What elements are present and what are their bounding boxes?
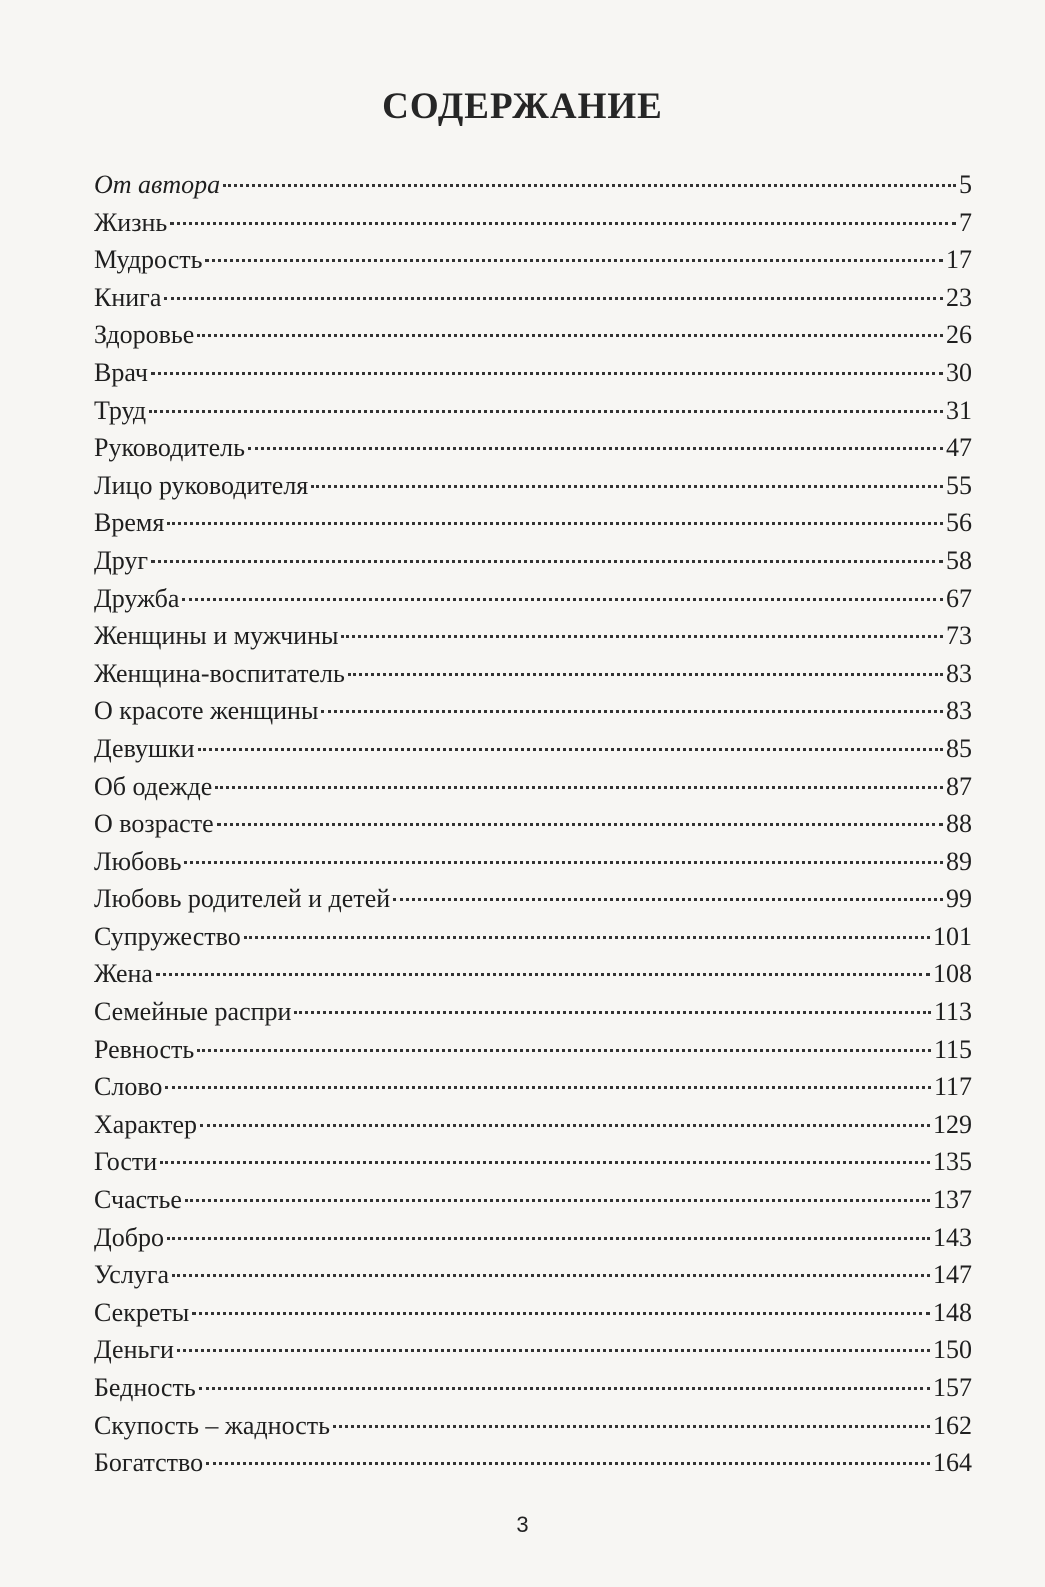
toc-entry	[94, 316, 972, 354]
toc-entry-title: Друг	[94, 545, 149, 575]
toc-entry-title: Деньги	[94, 1335, 174, 1365]
dot-leader	[223, 184, 956, 187]
dot-leader	[167, 1237, 930, 1240]
toc-entry-title: Женщина-воспитатель	[94, 658, 345, 688]
toc-entry	[94, 730, 972, 768]
dot-leader	[182, 598, 943, 601]
dot-leader	[393, 898, 943, 901]
toc-entry-title: Добро	[94, 1222, 164, 1252]
toc-entry-page: 129	[933, 1109, 972, 1139]
dot-leader	[151, 560, 943, 563]
toc-entry	[94, 354, 972, 392]
toc-entry-title: Счастье	[94, 1185, 182, 1215]
toc-entry-page: 26	[946, 320, 972, 350]
toc-entry-page: 85	[946, 733, 972, 763]
toc-entry	[94, 1181, 972, 1219]
toc-entry	[94, 1068, 972, 1106]
dot-leader	[156, 973, 930, 976]
toc-entry-page: 115	[933, 1034, 972, 1064]
toc-entry-title: Труд	[94, 395, 147, 425]
dot-leader	[198, 748, 943, 751]
table-of-contents	[94, 166, 972, 1482]
toc-entry	[94, 805, 972, 843]
dot-leader	[185, 1199, 930, 1202]
toc-entry-page: 47	[946, 433, 972, 463]
toc-entry	[94, 843, 972, 881]
dot-leader	[184, 861, 943, 864]
toc-entry	[94, 241, 972, 279]
toc-entry-title: Характер	[94, 1109, 198, 1139]
toc-entry	[94, 279, 972, 317]
toc-entry-page: 73	[946, 621, 972, 651]
dot-leader	[167, 522, 943, 525]
toc-entry-title: Бедность	[94, 1373, 196, 1402]
dot-leader	[199, 1387, 930, 1390]
toc-entry	[94, 166, 972, 204]
toc-entry-page: 148	[933, 1297, 972, 1327]
toc-entry-page: 113	[933, 997, 972, 1027]
toc-entry-title: Услуга	[94, 1260, 170, 1290]
toc-entry	[94, 504, 972, 542]
toc-entry-title: Богатство	[94, 1448, 204, 1478]
toc-entry-page: 137	[933, 1185, 972, 1215]
toc-entry	[94, 1256, 972, 1294]
dot-leader	[244, 936, 930, 939]
toc-entry	[94, 955, 972, 993]
toc-entry	[94, 1031, 972, 1069]
toc-entry-title: Дружба	[94, 583, 180, 613]
toc-entry	[94, 1369, 972, 1407]
dot-leader	[165, 1086, 931, 1089]
toc-entry	[94, 1143, 972, 1181]
toc-entry-page: 117	[933, 1072, 972, 1102]
toc-entry	[94, 993, 972, 1031]
toc-entry-title: Скупость – жадность	[94, 1410, 330, 1440]
toc-entry-page: 87	[946, 771, 972, 801]
toc-entry-title: Время	[94, 508, 165, 538]
page-title: СОДЕРЖАНИЕ	[382, 86, 663, 127]
toc-entry-page: 56	[946, 508, 972, 538]
toc-entry-page: 67	[946, 583, 972, 613]
toc-entry	[94, 1294, 972, 1332]
dot-leader	[248, 447, 943, 450]
toc-entry	[94, 692, 972, 730]
toc-entry-page: 164	[933, 1448, 972, 1478]
dot-leader	[170, 222, 956, 225]
toc-entry-page: 83	[946, 696, 972, 726]
toc-entry-page: 17	[946, 245, 972, 275]
toc-entry-page: 83	[946, 658, 972, 688]
toc-entry-title: О возрасте	[94, 809, 214, 839]
toc-entry-page: 30	[946, 357, 972, 387]
toc-entry-page: 5	[959, 170, 972, 199]
toc-entry-page: 7	[959, 207, 972, 237]
toc-entry	[94, 467, 972, 505]
toc-entry-page: 147	[933, 1260, 972, 1290]
toc-entry-page: 58	[946, 545, 972, 575]
dot-leader	[333, 1425, 930, 1428]
toc-entry-title: Семейные распри	[94, 997, 292, 1027]
toc-entry-page: 23	[946, 282, 972, 312]
toc-entry-page: 143	[933, 1222, 972, 1252]
toc-entry	[94, 655, 972, 693]
toc-entry	[94, 880, 972, 918]
toc-entry-title: Руководитель	[94, 433, 245, 463]
toc-entry	[94, 617, 972, 655]
toc-entry-title: Об одежде	[94, 771, 213, 801]
toc-entry-title: Супружество	[94, 921, 241, 951]
dot-leader	[149, 410, 943, 413]
toc-entry-title: Девушки	[94, 733, 195, 763]
toc-entry-title: Врач	[94, 357, 148, 387]
toc-entry-title: Мудрость	[94, 245, 203, 275]
toc-entry-title: Любовь родителей и детей	[94, 884, 391, 914]
toc-entry-page: 135	[933, 1147, 972, 1177]
dot-leader	[205, 259, 943, 262]
toc-entry-page: 108	[933, 959, 972, 989]
toc-entry-title: Слово	[94, 1072, 163, 1102]
toc-entry-title: Лицо руководителя	[94, 470, 309, 500]
toc-entry	[94, 1106, 972, 1144]
toc-entry	[94, 392, 972, 430]
toc-entry	[94, 580, 972, 618]
dot-leader	[200, 1124, 930, 1127]
toc-entry-page: 150	[933, 1335, 972, 1365]
toc-entry-page: 88	[946, 809, 972, 839]
toc-entry-title: О красоте женщины	[94, 696, 319, 726]
dot-leader	[311, 485, 943, 488]
dot-leader	[217, 823, 943, 826]
dot-leader	[172, 1274, 930, 1277]
toc-entry-title: Любовь	[94, 846, 182, 876]
toc-entry	[94, 1219, 972, 1257]
toc-entry	[94, 1331, 972, 1369]
dot-leader	[197, 334, 943, 337]
toc-entry-page: 162	[933, 1410, 972, 1440]
toc-entry	[94, 204, 972, 242]
dot-leader	[192, 1312, 930, 1315]
toc-entry	[94, 1444, 972, 1482]
toc-entry-title: Женщины и мужчины	[94, 621, 339, 651]
dot-leader	[197, 1049, 931, 1052]
toc-entry-page: 55	[946, 470, 972, 500]
dot-leader	[164, 297, 943, 300]
dot-leader	[151, 372, 943, 375]
page-number: 3	[516, 1512, 529, 1537]
toc-entry-title: Жена	[94, 959, 153, 989]
toc-entry	[94, 918, 972, 956]
toc-entry-page: 101	[933, 921, 972, 951]
toc-entry	[94, 542, 972, 580]
dot-leader	[294, 1011, 931, 1014]
toc-entry-title: Секреты	[94, 1297, 190, 1327]
toc-entry-title: Гости	[94, 1147, 158, 1177]
toc-entry-title: Книга	[94, 282, 162, 312]
dot-leader	[177, 1349, 930, 1352]
toc-entry-title: От автора	[94, 170, 221, 199]
dot-leader	[160, 1161, 930, 1164]
toc-entry	[94, 429, 972, 467]
toc-entry-title: Жизнь	[94, 207, 168, 237]
toc-entry-page: 157	[933, 1373, 972, 1402]
toc-entry-title: Здоровье	[94, 320, 195, 350]
toc-entry-page: 99	[946, 884, 972, 914]
dot-leader	[348, 673, 943, 676]
dot-leader	[215, 786, 943, 789]
toc-entry-page: 31	[946, 395, 972, 425]
toc-entry-page: 89	[946, 846, 972, 876]
dot-leader	[206, 1462, 930, 1465]
toc-entry-title: Ревность	[94, 1034, 195, 1064]
dot-leader	[341, 635, 943, 638]
toc-entry	[94, 768, 972, 806]
toc-entry	[94, 1407, 972, 1445]
dot-leader	[321, 710, 943, 713]
